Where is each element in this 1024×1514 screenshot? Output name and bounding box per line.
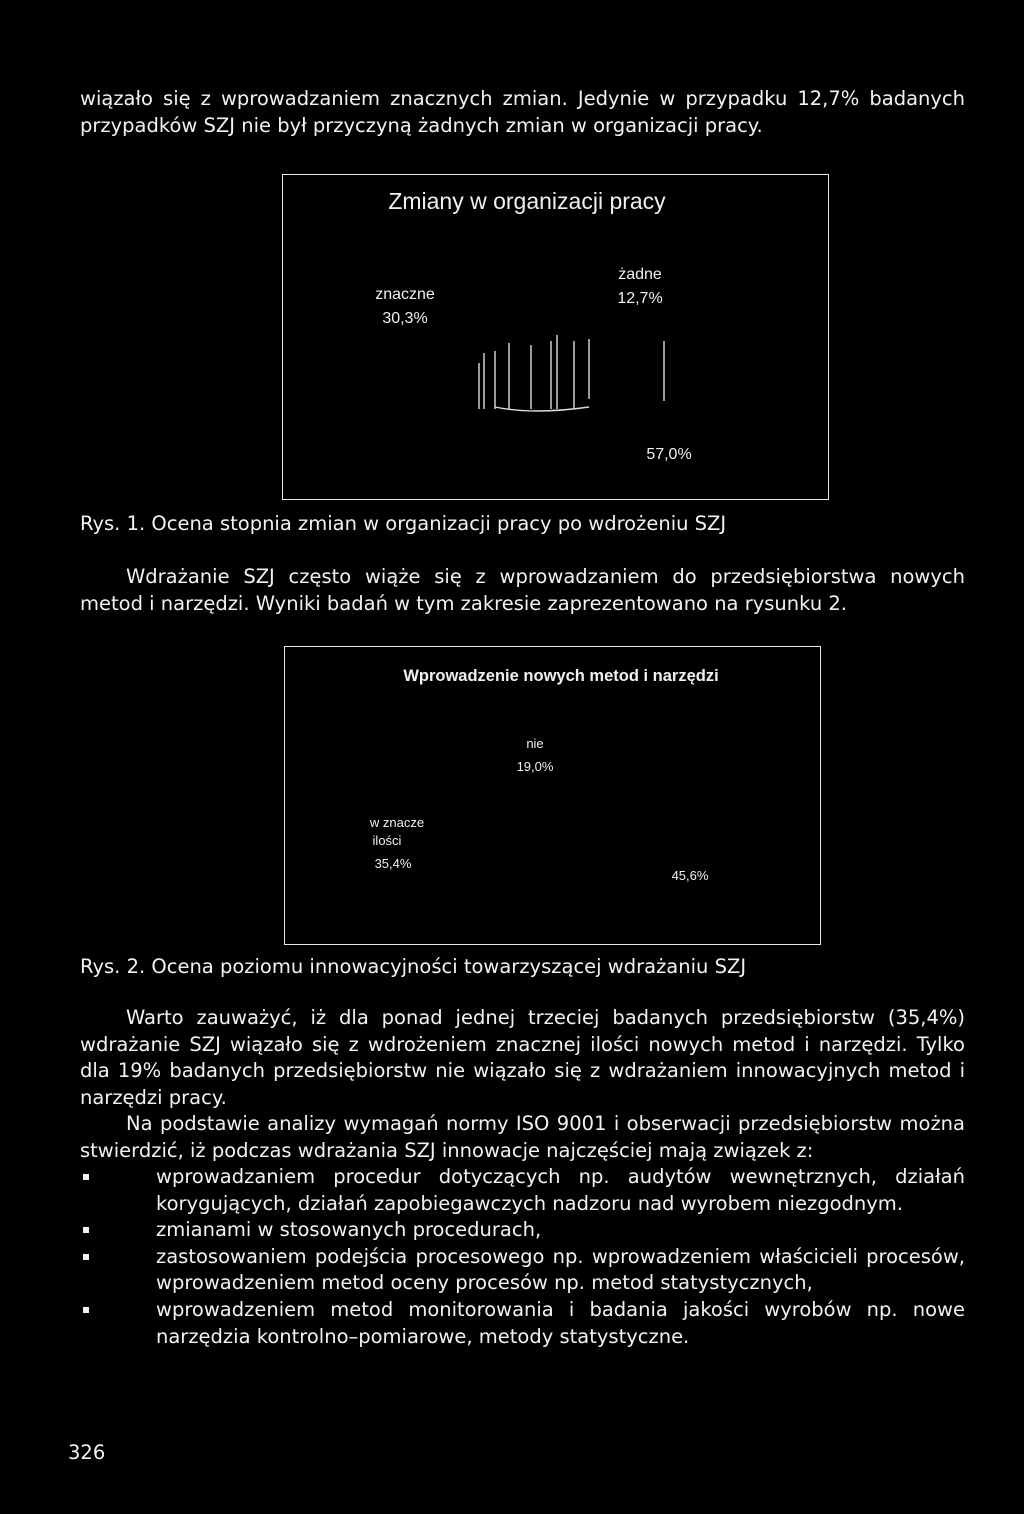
list-item: zmianami w stosowanych procedurach,	[80, 1217, 965, 1244]
figure2-label-wznacze-line1: w znacze	[369, 815, 425, 830]
figure2-title: Wprowadzenie nowych metod i narzędzi	[403, 667, 719, 685]
figure2-label-nie-value: 19,0%	[516, 759, 554, 774]
paragraph-4: Na podstawie analizy wymagań normy ISO 9001 i obserwacji przedsiębiorstw można stwierdzić, iż podczas wdrażania SZJ innowacje najczęściej mają związek z:	[80, 1112, 965, 1162]
figure1-label-znaczne-name: znaczne	[375, 286, 435, 303]
figure1-pie-remnant	[479, 335, 664, 411]
page-number: 326	[68, 1441, 106, 1464]
figure2-label-nie-name: nie	[526, 736, 544, 751]
list-item: wprowadzaniem procedur dotyczących np. audytów wewnętrznych, działań korygujących, działań zapobiegawczych nadzoru nad wyrobem niezgodnym.	[80, 1164, 965, 1217]
innovation-list	[80, 1164, 965, 1350]
bullet-icon	[83, 1307, 89, 1313]
list-item: wprowadzeniem metod monitorowania i badania jakości wyrobów np. nowe narzędzia kontrolno–pomiarowe, metody statystyczne.	[80, 1297, 965, 1350]
figure1-chart	[282, 174, 829, 500]
bullet-icon	[83, 1227, 89, 1233]
figure2-chart	[284, 646, 821, 945]
figure2-label-wznacze-value: 35,4%	[374, 856, 412, 871]
figure1-label-znaczne-value: 30,3%	[382, 310, 428, 327]
figure1-label-zadne-value: 12,7%	[617, 290, 663, 307]
figure1-title: Zmiany w organizacji pracy	[388, 188, 666, 214]
figure2-label-wznacze-line2: ilości	[372, 833, 402, 848]
figure2-caption: Rys. 2. Ocena poziomu innowacyjności towarzyszącej wdrażaniu SZJ	[80, 955, 747, 978]
figure1-caption: Rys. 1. Ocena stopnia zmian w organizacji pracy po wdrożeniu SZJ	[80, 512, 727, 535]
figure1-label-zadne-name: żadne	[618, 266, 662, 283]
figure2-label-other-value: 45,6%	[671, 868, 709, 883]
figure1-label-other-value: 57,0%	[646, 446, 692, 463]
paragraph-2: Wdrażanie SZJ często wiąże się z wprowadzaniem do przedsiębiorstwa nowych metod i narzędzi. Wyniki badań w tym zakresie zaprezentowano na rysunku 2.	[80, 565, 965, 615]
paragraph-3: Warto zauważyć, iż dla ponad jednej trzeciej badanych przedsiębiorstw (35,4%) wdrażanie SZJ wiązało się z wdrożeniem znacznej ilości nowych metod i narzędzi. Tylko dla 19% badanych przedsiębiorstw nie wiązało się z wdrażaniem innowacyjnych metod i narzędzi pracy.	[80, 1006, 965, 1109]
bullet-icon	[83, 1254, 89, 1260]
list-item: zastosowaniem podejścia procesowego np. wprowadzeniem właścicieli procesów, wprowadzeniem metod oceny procesów np. metod statystycznych,	[80, 1244, 965, 1297]
bullet-icon	[83, 1174, 89, 1180]
intro-paragraph: wiązało się z wprowadzaniem znacznych zmian. Jedynie w przypadku 12,7% badanych przypadków SZJ nie był przyczyną żadnych zmian w organizacji pracy.	[80, 87, 965, 137]
